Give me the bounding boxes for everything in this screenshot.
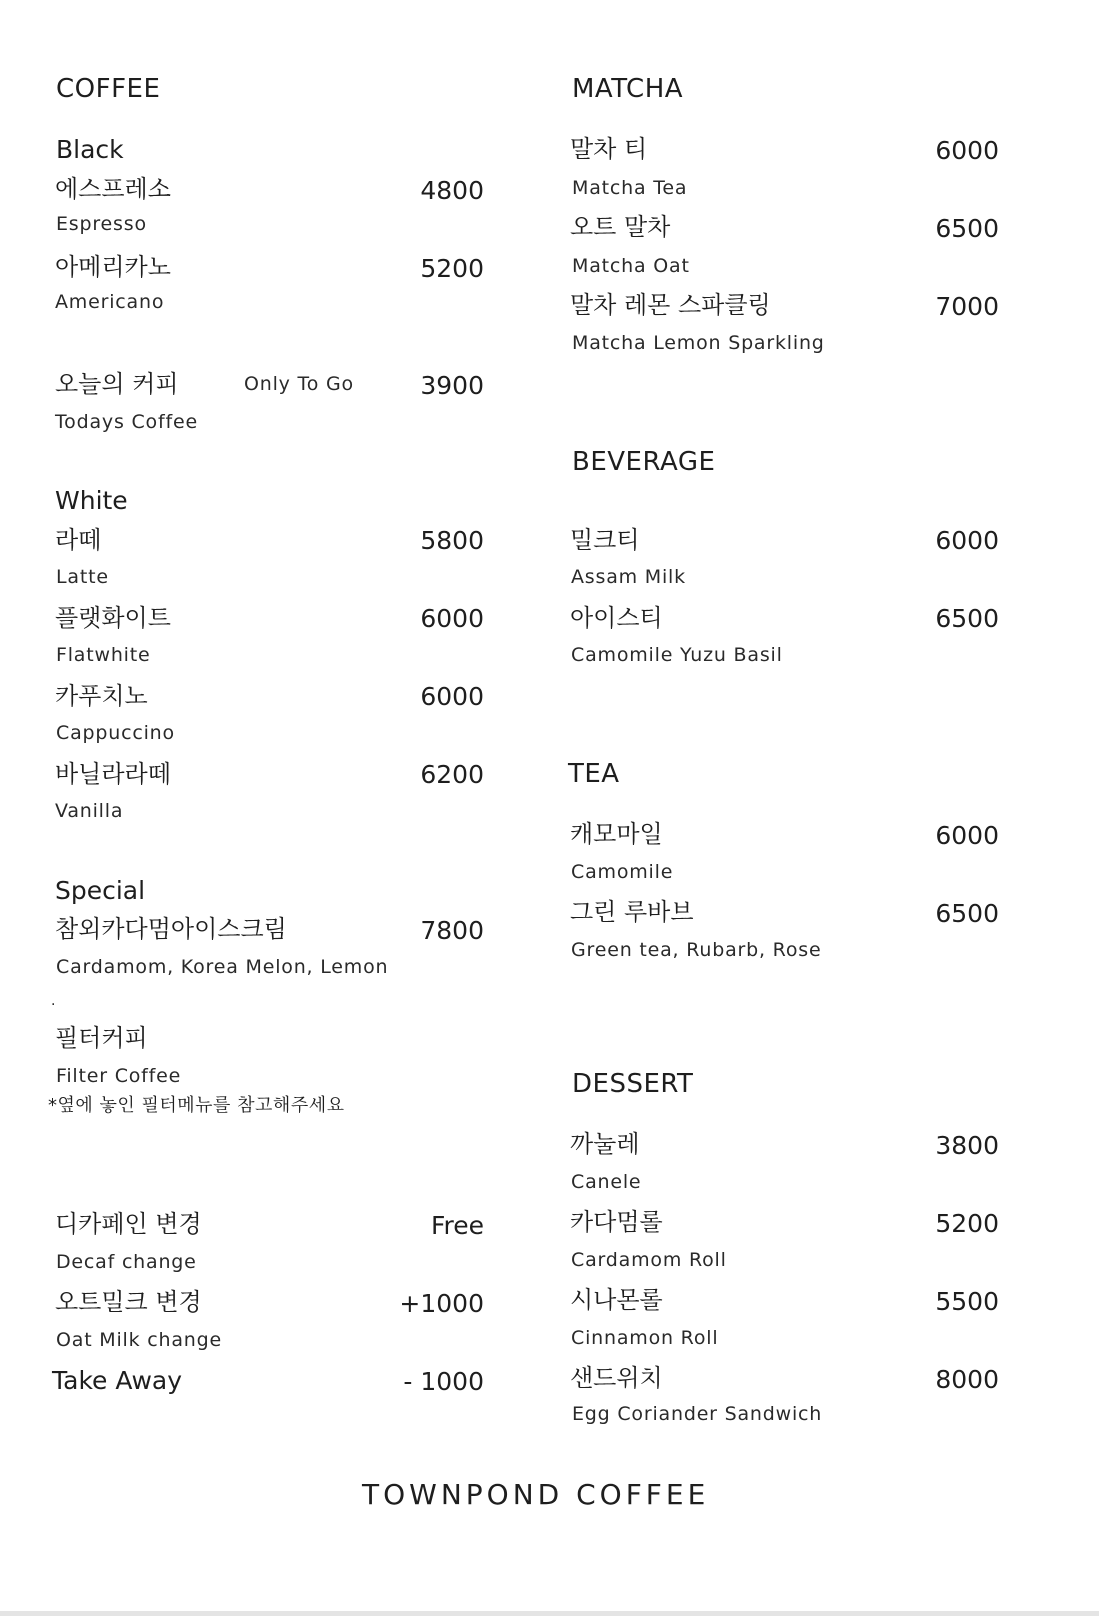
- matcha-oat-name-en: Matcha Oat: [572, 255, 690, 277]
- espresso-name-en: Espresso: [56, 213, 147, 235]
- green-rhubarb-name-en: Green tea, Rubarb, Rose: [571, 939, 822, 961]
- cinnamon-roll-price: 5500: [935, 1287, 999, 1316]
- cappuccino-name-en: Cappuccino: [56, 722, 175, 744]
- flatwhite-name-en: Flatwhite: [56, 644, 151, 666]
- matcha-tea-name-ko: 말차 티: [570, 135, 648, 163]
- coffee-heading: COFFEE: [56, 74, 161, 104]
- cardamom-roll-price: 5200: [935, 1209, 999, 1238]
- dessert-heading: DESSERT: [572, 1069, 694, 1099]
- special-subheading: Special: [55, 876, 146, 905]
- camomile-name-ko: 캐모마일: [570, 820, 663, 848]
- cappuccino-name-ko: 카푸치노: [55, 682, 148, 710]
- latte-price: 5800: [420, 526, 484, 555]
- white-subheading: White: [55, 486, 128, 515]
- todays-coffee-tag: Only To Go: [244, 373, 354, 395]
- cardamom-melon-price: 7800: [420, 916, 484, 945]
- todays-coffee-price: 3900: [420, 371, 484, 400]
- matcha-lemon-name-en: Matcha Lemon Sparkling: [572, 332, 825, 354]
- vanilla-latte-price: 6200: [420, 760, 484, 789]
- oatmilk-option-price: +1000: [399, 1289, 484, 1318]
- sandwich-name-ko: 샌드위치: [570, 1364, 663, 1392]
- green-rhubarb-name-ko: 그린 루바브: [570, 898, 694, 926]
- iced-tea-name-ko: 아이스티: [570, 604, 663, 632]
- matcha-heading: MATCHA: [572, 74, 684, 104]
- milk-tea-price: 6000: [935, 526, 999, 555]
- iced-tea-price: 6500: [935, 604, 999, 633]
- matcha-oat-price: 6500: [935, 214, 999, 243]
- camomile-price: 6000: [935, 821, 999, 850]
- matcha-lemon-name-ko: 말차 레몬 스파클링: [570, 291, 771, 319]
- espresso-name-ko: 에스프레소: [55, 175, 171, 203]
- todays-coffee-name-en: Todays Coffee: [55, 411, 198, 433]
- sandwich-price: 8000: [935, 1365, 999, 1394]
- americano-price: 5200: [420, 254, 484, 283]
- vanilla-latte-name-ko: 바닐라라떼: [55, 760, 171, 788]
- black-subheading: Black: [56, 135, 124, 164]
- filter-coffee-name-en: Filter Coffee: [56, 1065, 182, 1087]
- camomile-name-en: Camomile: [571, 861, 674, 883]
- milk-tea-name-ko: 밀크티: [570, 526, 640, 554]
- latte-name-ko: 라떼: [55, 526, 102, 554]
- matcha-tea-name-en: Matcha Tea: [572, 177, 688, 199]
- beverage-heading: BEVERAGE: [572, 447, 716, 477]
- cardamom-melon-name-en: Cardamom, Korea Melon, Lemon: [56, 956, 389, 978]
- americano-name-ko: 아메리카노: [55, 253, 171, 281]
- cardamom-roll-name-ko: 카다멈롤: [570, 1208, 663, 1236]
- cinnamon-roll-name-en: Cinnamon Roll: [571, 1327, 719, 1349]
- bottom-edge-strip: [0, 1611, 1099, 1616]
- matcha-tea-price: 6000: [935, 136, 999, 165]
- flatwhite-name-ko: 플랫화이트: [55, 604, 171, 632]
- cardamom-melon-name-ko: 참외카다멈아이스크림: [55, 915, 287, 943]
- decaf-option-name-en: Decaf change: [56, 1251, 197, 1273]
- filter-coffee-note: *옆에 놓인 필터메뉴를 참고해주세요: [48, 1095, 345, 1116]
- oatmilk-option-name-en: Oat Milk change: [56, 1329, 223, 1351]
- decaf-option-price: Free: [430, 1211, 484, 1240]
- cinnamon-roll-name-ko: 시나몬롤: [570, 1286, 663, 1314]
- cappuccino-price: 6000: [420, 682, 484, 711]
- matcha-oat-name-ko: 오트 말차: [570, 213, 671, 241]
- matcha-lemon-price: 7000: [935, 292, 999, 321]
- canele-name-en: Canele: [571, 1171, 642, 1193]
- sandwich-name-en: Egg Coriander Sandwich: [572, 1403, 823, 1425]
- oatmilk-option-name-ko: 오트밀크 변경: [55, 1288, 202, 1316]
- tea-heading: TEA: [568, 759, 620, 789]
- iced-tea-name-en: Camomile Yuzu Basil: [571, 644, 783, 666]
- latte-name-en: Latte: [56, 566, 109, 588]
- takeaway-option-label: Take Away: [52, 1366, 183, 1395]
- canele-price: 3800: [935, 1131, 999, 1160]
- todays-coffee-name-ko: 오늘의 커피: [55, 370, 179, 398]
- espresso-price: 4800: [420, 176, 484, 205]
- vanilla-latte-name-en: Vanilla: [55, 800, 124, 822]
- green-rhubarb-price: 6500: [935, 899, 999, 928]
- decaf-option-name-ko: 디카페인 변경: [55, 1210, 202, 1238]
- flatwhite-price: 6000: [420, 604, 484, 633]
- brand-footer: TOWNPOND COFFEE: [362, 1478, 710, 1511]
- stray-dot: .: [51, 993, 56, 1009]
- filter-coffee-name-ko: 필터커피: [55, 1024, 148, 1052]
- takeaway-option-price: - 1000: [403, 1367, 484, 1396]
- americano-name-en: Americano: [55, 291, 165, 313]
- canele-name-ko: 까눌레: [570, 1130, 640, 1158]
- milk-tea-name-en: Assam Milk: [571, 566, 686, 588]
- cardamom-roll-name-en: Cardamom Roll: [571, 1249, 727, 1271]
